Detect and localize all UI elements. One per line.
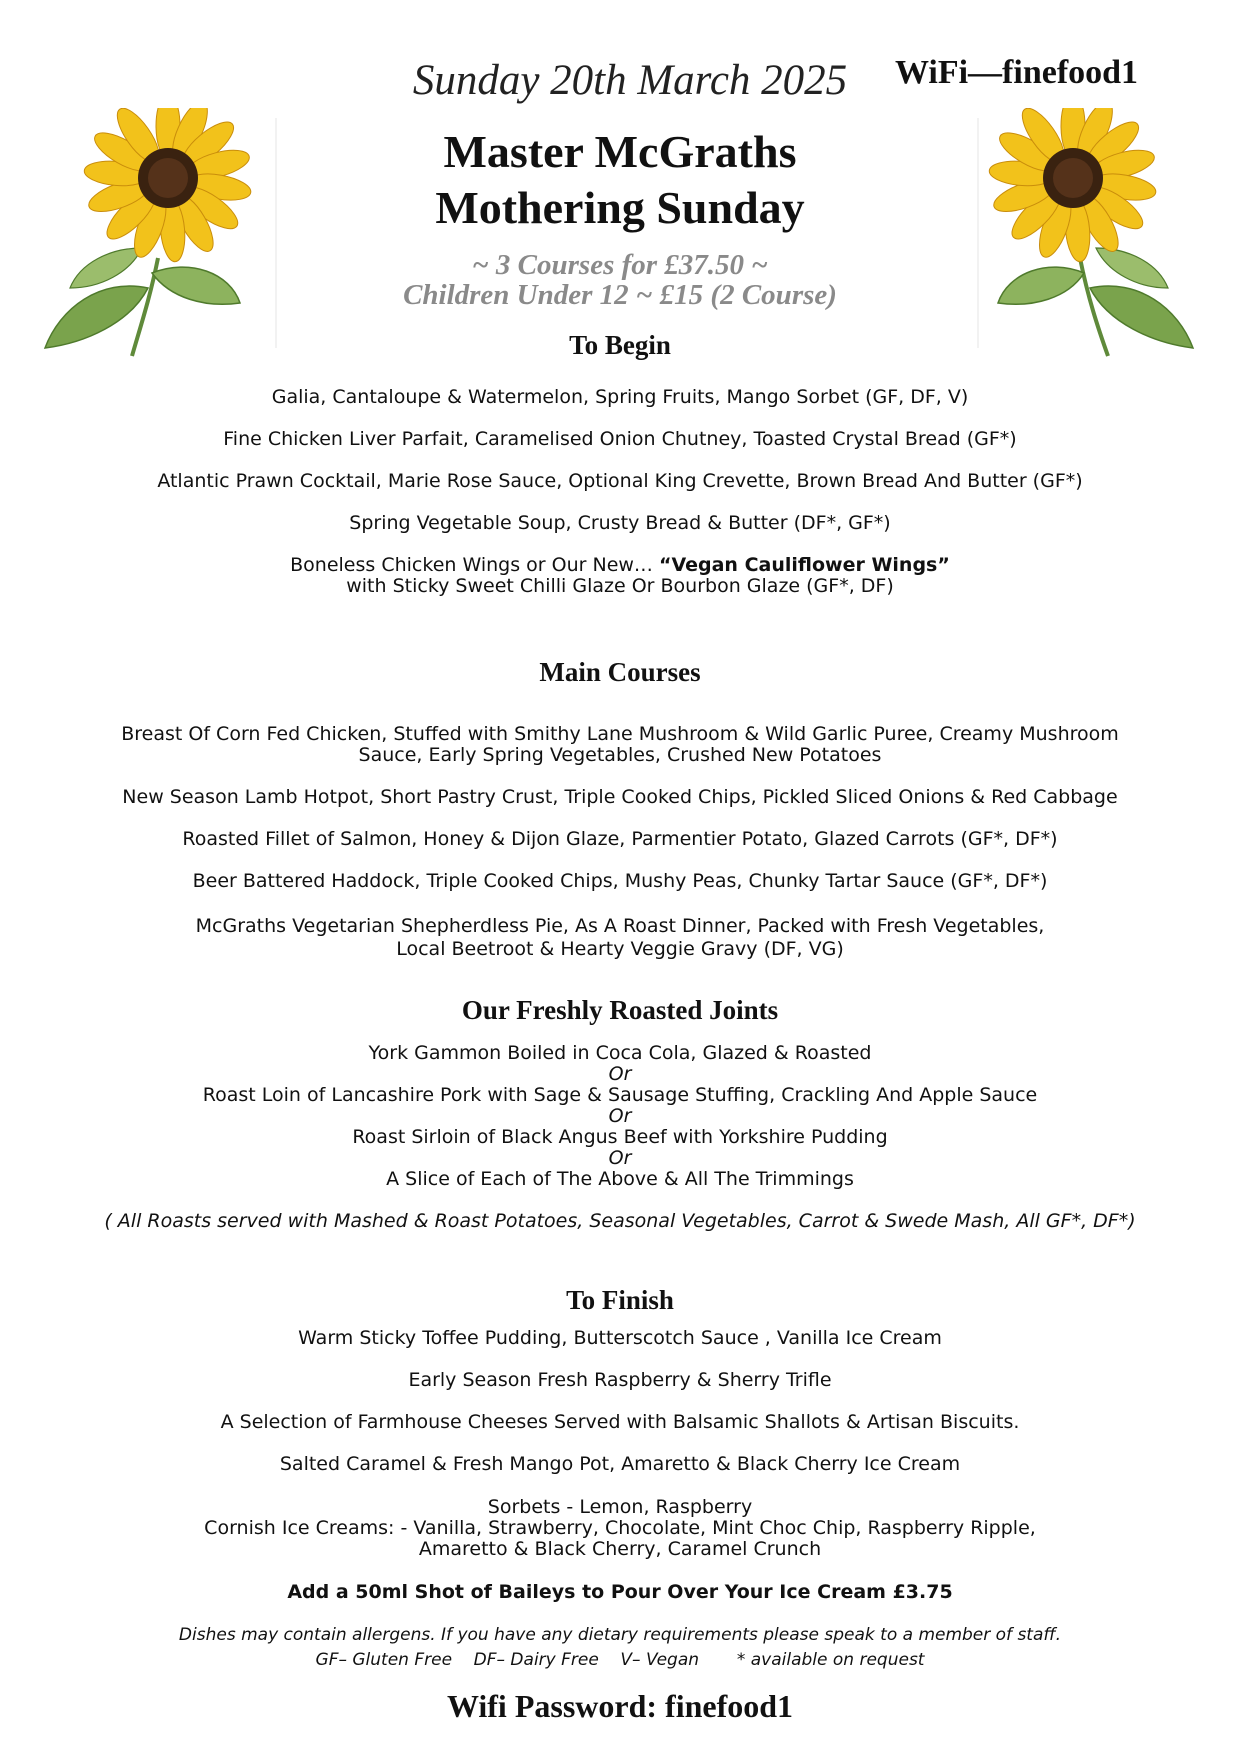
price-adult: ~ 3 Courses for £37.50 ~	[472, 249, 768, 281]
section-heading-roasts: Our Freshly Roasted Joints	[461, 995, 779, 1025]
menu-date: Sunday 20th March 2025	[412, 57, 848, 104]
roast-pork: Roast Loin of Lancashire Pork with Sage & Sausage Stuffing, Crackling And Apple Sauce	[202, 1084, 1038, 1106]
menu-title-line2: Mothering Sunday	[435, 182, 805, 233]
price-children: Children Under 12 ~ £15 (2 Course)	[403, 279, 837, 311]
starter-item-2: Fine Chicken Liver Parfait, Caramelised Onion Chutney, Toasted Crystal Bread (GF*)	[223, 428, 1017, 450]
dessert-sorbets: Sorbets - Lemon, Raspberry	[487, 1496, 753, 1518]
menu-title-line1: Master McGraths	[443, 126, 797, 177]
dessert-item-2: Early Season Fresh Raspberry & Sherry Trifle	[408, 1369, 832, 1391]
main-item-pie-line2: Local Beetroot & Hearty Veggie Gravy (DF, VG)	[396, 938, 844, 960]
starter-item-3: Atlantic Prawn Cocktail, Marie Rose Sauce, Optional King Crevette, Brown Bread And Butter (GF*)	[157, 470, 1083, 492]
main-item-chicken-line1: Breast Of Corn Fed Chicken, Stuffed with Smithy Lane Mushroom & Wild Garlic Puree, Creamy Mushroom	[121, 723, 1119, 745]
roast-or-1: Or	[608, 1063, 632, 1085]
wifi-password: Wifi Password: finefood1	[446, 1688, 794, 1724]
allergen-key: GF– Gluten Free DF– Dairy Free V– Vegan * available on request	[315, 1650, 925, 1670]
starter-item-4: Spring Vegetable Soup, Crusty Bread & Butter (DF*, GF*)	[349, 512, 891, 534]
main-item-salmon: Roasted Fillet of Salmon, Honey & Dijon Glaze, Parmentier Potato, Glazed Carrots (GF*, DF*)	[182, 828, 1058, 850]
roast-note: ( All Roasts served with Mashed & Roast Potatoes, Seasonal Vegetables, Carrot & Swede Mash, All GF*, DF*)	[104, 1210, 1136, 1232]
dessert-icecream-line2: Amaretto & Black Cherry, Caramel Crunch	[418, 1538, 822, 1560]
allergen-notice: Dishes may contain allergens. If you have any dietary requirements please speak to a member of staff.	[178, 1625, 1062, 1645]
dessert-item-4: Salted Caramel & Fresh Mango Pot, Amaretto & Black Cherry Ice Cream	[279, 1453, 961, 1475]
main-item-chicken-line2: Sauce, Early Spring Vegetables, Crushed New Potatoes	[358, 744, 882, 766]
roast-gammon: York Gammon Boiled in Coca Cola, Glazed & Roasted	[368, 1042, 872, 1064]
dessert-item-3: A Selection of Farmhouse Cheeses Served with Balsamic Shallots & Artisan Biscuits.	[220, 1411, 1020, 1433]
main-item-pie-line1: McGraths Vegetarian Shepherdless Pie, As A Roast Dinner, Packed with Fresh Vegetables,	[195, 915, 1045, 937]
section-heading-to-begin: To Begin	[569, 330, 671, 360]
section-heading-to-finish: To Finish	[566, 1285, 674, 1315]
wings-prefix: Boneless Chicken Wings or Our New…	[290, 554, 659, 576]
dessert-icecream-line1: Cornish Ice Creams: - Vanilla, Strawberry, Chocolate, Mint Choc Chip, Raspberry Ripple,	[204, 1517, 1036, 1539]
starter-item-5	[0, 555, 1240, 576]
roast-or-2: Or	[608, 1105, 632, 1127]
roast-slice: A Slice of Each of The Above & All The Trimmings	[386, 1168, 854, 1190]
baileys-offer: Add a 50ml Shot of Baileys to Pour Over Your Ice Cream £3.75	[287, 1581, 953, 1603]
section-heading-main-courses: Main Courses	[539, 657, 701, 687]
main-item-lamb: New Season Lamb Hotpot, Short Pastry Crust, Triple Cooked Chips, Pickled Sliced Onions & Red Cabbage	[122, 786, 1118, 808]
roast-or-3: Or	[608, 1147, 632, 1169]
starter-item-5-line2: with Sticky Sweet Chilli Glaze Or Bourbon Glaze (GF*, DF)	[346, 575, 894, 597]
wifi-top-label: WiFi—finefood1	[895, 54, 1139, 91]
roast-beef: Roast Sirloin of Black Angus Beef with Yorkshire Pudding	[352, 1126, 888, 1148]
vegan-wings-highlight: “Vegan Cauliflower Wings”	[658, 554, 950, 576]
dessert-item-1: Warm Sticky Toffee Pudding, Butterscotch Sauce , Vanilla Ice Cream	[298, 1327, 942, 1349]
starter-item-1: Galia, Cantaloupe & Watermelon, Spring Fruits, Mango Sorbet (GF, DF, V)	[271, 386, 969, 408]
main-item-haddock: Beer Battered Haddock, Triple Cooked Chips, Mushy Peas, Chunky Tartar Sauce (GF*, DF*)	[192, 870, 1048, 892]
